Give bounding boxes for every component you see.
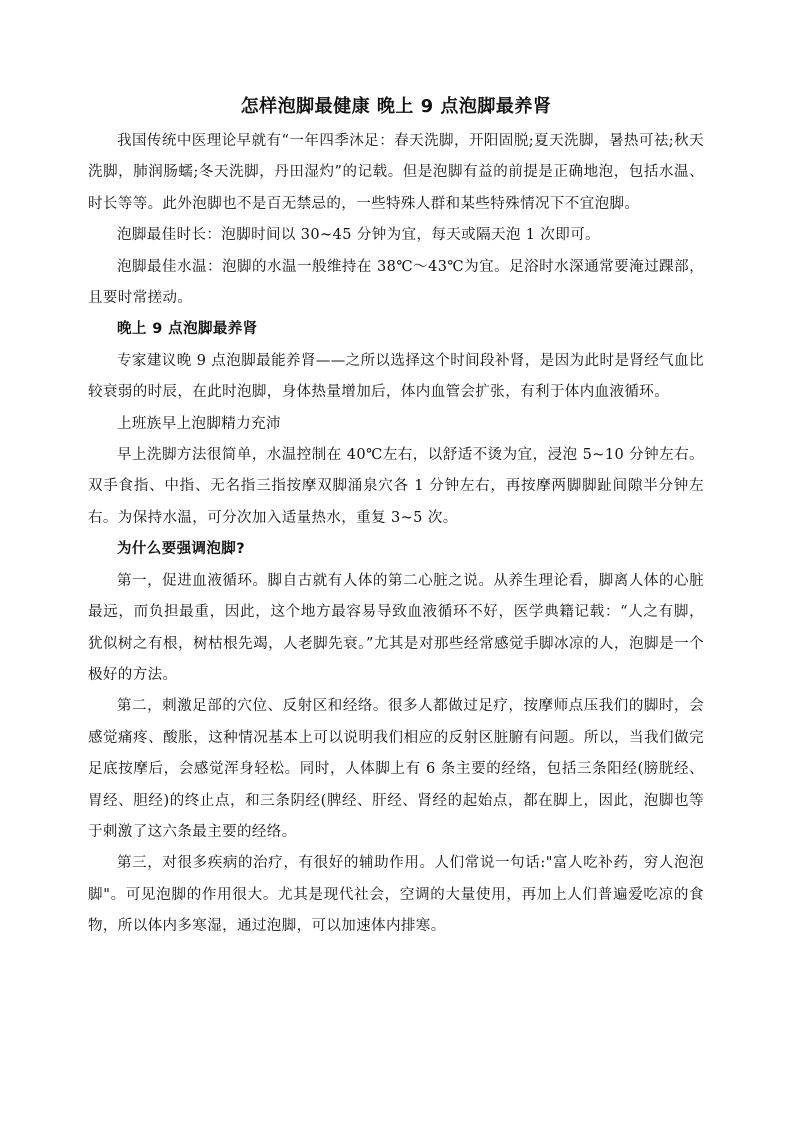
paragraph-reason-3: 第三，对很多疾病的治疗，有很好的辅助作用。人们常说一句话:"富人吃补药，穷人泡泡脚"。可见泡脚的作用很大。尤其是现代社会，空调的大量使用，再加上人们普遍爱吃凉的食物，所以体内多寒湿，通过泡脚，可以加速体内排寒。 (88, 855, 704, 935)
paragraph-reason-2: 第二，刺激足部的穴位、反射区和经络。很多人都做过足疗，按摩师点压我们的脚时，会感觉痛疼、酸胀，这种情况基本上可以说明我们相应的反射区脏腑有问题。所以，当我们做完足底按摩后，会感觉浑身轻松。同时，人体脚上有 6 条主要的经络，包括三条阳经(膀胱经、胃经、胆经)的终止点，和三条阴经(脾经、肝经、肾经的起始点，都在脚上，因此，泡脚也等于刺激了这六条最主要的经络。 (88, 698, 704, 840)
section-heading-9pm: 晚上 9 点泡脚最养肾 (117, 321, 258, 338)
paragraph-morning-subtitle: 上班族早上泡脚精力充沛 (117, 415, 281, 432)
paragraph-reason-1: 第一，促进血液循环。脚自古就有人体的第二心脏之说。从养生理论看，脚离人体的心脏最远，而负担最重，因此，这个地方最容易导致血液循环不好，医学典籍记载：“人之有脚，犹似树之有根，树枯根先竭，人老脚先衰。”尤其是对那些经常感觉手脚冰凉的人，泡脚是一个极好的方法。 (88, 572, 704, 683)
paragraph-morning-method: 早上洗脚方法很简单，水温控制在 40℃左右，以舒适不烫为宜，浸泡 5~10 分钟左右。双手食指、中指、无名指三指按摩双脚涌泉穴各 1 分钟左右，再按摩两脚脚趾间隙半分钟左右。为保持水温，可分次加入适量热水，重复 3~5 次。 (88, 447, 704, 526)
paragraph-intro: 我国传统中医理论早就有“一年四季沐足：春天洗脚，开阳固脱;夏天洗脚，暑热可祛;秋天洗脚，肺润肠蠕;冬天洗脚，丹田湿灼”的记载。但是泡脚有益的前提是正确地泡，包括水温、时长等等。此外泡脚也不是百无禁忌的，一些特殊人群和某些特殊情况下不宜泡脚。 (88, 133, 704, 212)
section-heading-why: 为什么要强调泡脚? (117, 541, 246, 558)
paragraph-best-temperature: 泡脚最佳水温：泡脚的水温一般维持在 38℃～43℃为宜。足浴时水深通常要淹过踝部，且要时常搓动。 (88, 258, 704, 307)
paragraph-best-duration: 泡脚最佳时长：泡脚时间以 30~45 分钟为宜，每天或隔天泡 1 次即可。 (117, 227, 601, 244)
document-title: 怎样泡脚最健康 晚上 9 点泡脚最养肾 (240, 96, 552, 117)
document-page (88, 92, 704, 943)
paragraph-9pm-advice: 专家建议晚 9 点泡脚最能养肾——之所以选择这个时间段补肾，是因为此时是肾经气血比较衰弱的时辰，在此时泡脚，身体热量增加后，体内血管会扩张，有利于体内血液循环。 (88, 352, 704, 401)
